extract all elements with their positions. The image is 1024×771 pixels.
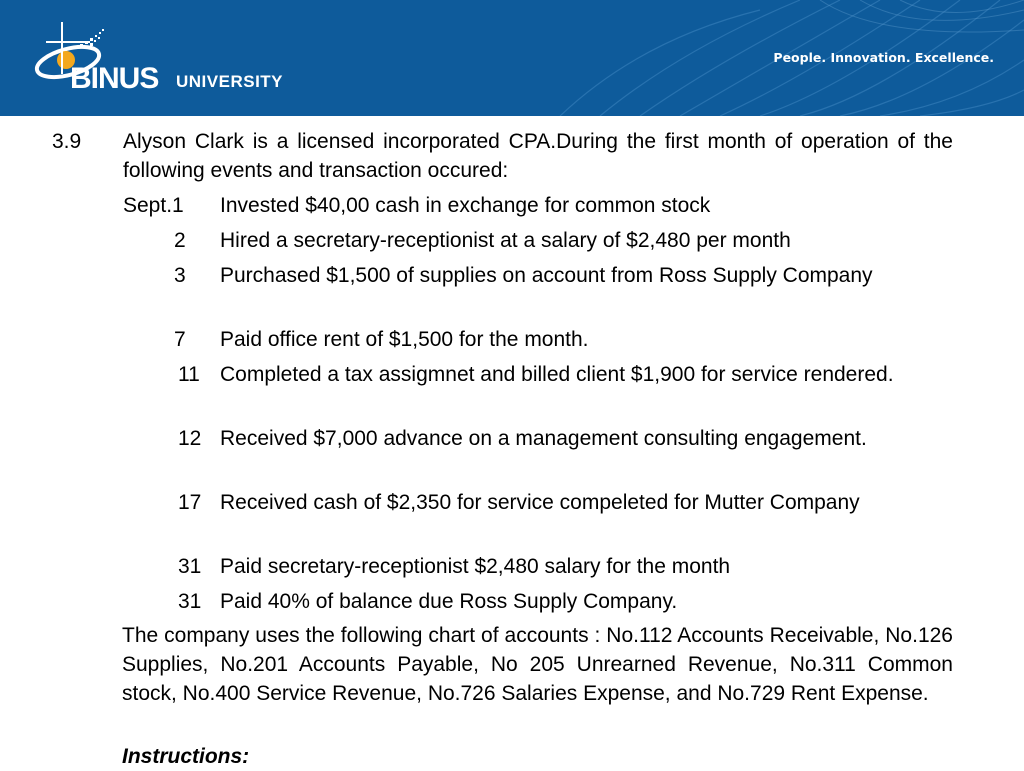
entry-text: Invested $40,00 cash in exchange for common stock — [220, 194, 711, 217]
problem-number: 3.9 — [52, 130, 82, 153]
entry-text: Received cash of $2,350 for service compeleted for Mutter Company — [220, 491, 860, 514]
entry-day: 3 — [174, 264, 186, 287]
entry-text: Paid secretary-receptionist $2,480 salary for the month — [220, 555, 731, 578]
entry-day: 11 — [178, 363, 200, 386]
chart-of-accounts-paragraph: The company uses the following chart of accounts : No.112 Accounts Receivable, No.126 Supplies, No.201 Accounts Payable, No 205 Unrearned Revenue, No.311 Common stock, No.400 Service Revenue, No.726 Salaries Expense, and No.729 Rent Expense. — [122, 624, 953, 705]
entry-day: 12 — [178, 427, 202, 450]
entry-day: 31 — [178, 590, 202, 613]
instructions-label: Instructions: — [122, 745, 250, 768]
entry-day: 2 — [174, 229, 186, 252]
entry-day: Sept.1 — [123, 194, 184, 217]
entry-text: Completed a tax assigmnet and billed client $1,900 for service rendered. — [220, 363, 894, 386]
problem-intro: Alyson Clark is a licensed incorporated CPA.During the first month of operation of the following events and transaction occured: — [123, 130, 953, 182]
header-banner — [0, 0, 1024, 116]
tagline: People. Innovation. Excellence. — [773, 50, 994, 65]
entry-day: 31 — [178, 555, 202, 578]
entry-text: Paid office rent of $1,500 for the month. — [220, 328, 589, 351]
entry-text: Hired a secretary-receptionist at a salary of $2,480 per month — [220, 229, 791, 252]
entry-day: 7 — [174, 328, 186, 351]
entry-text: Paid 40% of balance due Ross Supply Company. — [220, 590, 678, 613]
entry-text: Received $7,000 advance on a management consulting engagement. — [220, 427, 867, 450]
entry-text: Purchased $1,500 of supplies on account from Ross Supply Company — [220, 264, 873, 287]
entry-day: 17 — [178, 491, 202, 514]
logo-brand-text: BINUS — [70, 62, 159, 95]
logo-sub-text: UNIVERSITY — [176, 72, 284, 91]
